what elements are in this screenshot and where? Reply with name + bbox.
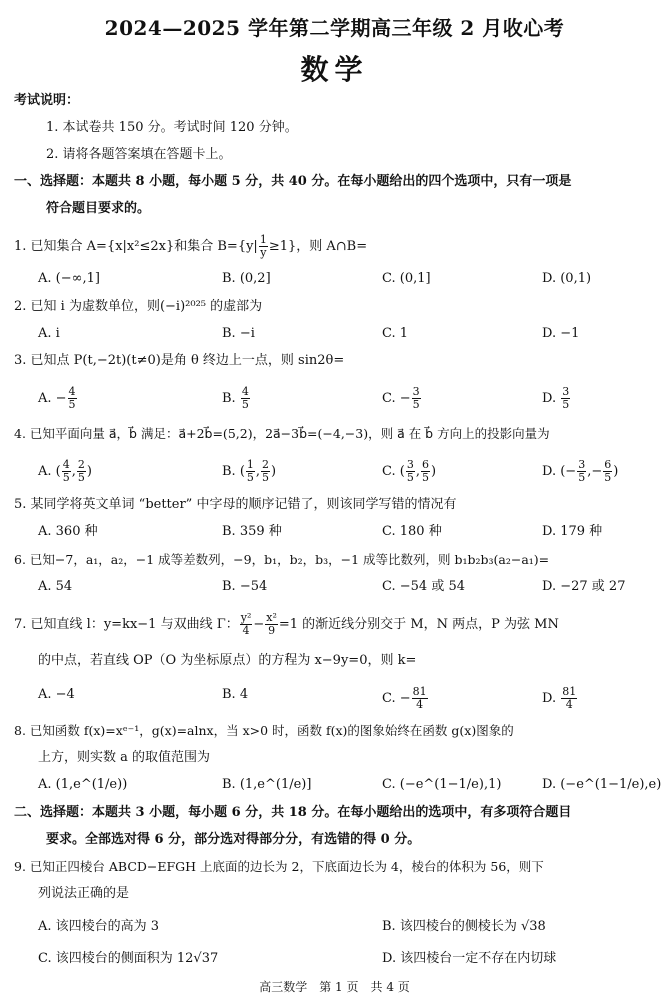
question-5-stem: 5. 某同学将英文单词 “better” 中字母的顺序记错了，则该同学写错的情况有 [14,497,457,512]
q4-option-b: B. ( $\frac{1}{5}$ , $\frac{2}{5}$ ) [222,458,277,484]
fraction: $\frac{2}{5}$ [262,458,270,484]
instruction-item: 2. 请将各题答案填在答题卡上。 [46,147,232,162]
fraction: $\frac{3}{5}$ [578,458,586,484]
q7-option-b: B. 4 [222,687,249,702]
question-2-stem: 2. 已知 i 为虚数单位，则(−i)²⁰²⁵ 的虚部为 [14,299,263,314]
fraction: $\frac{6}{5}$ [604,458,612,484]
fraction: $\frac{3}{5}$ [562,385,570,411]
q6-option-b: B. −54 [222,579,268,594]
q6-option-d: D. −27 或 27 [542,579,626,594]
question-3-stem: 3. 已知点 P(t,−2t)(t≠0)是角 θ 终边上一点，则 sin2θ= [14,353,345,368]
q5-option-c: C. 180 种 [382,524,442,539]
q7-option-c: C. − $\frac{81}{4}$ [382,685,427,711]
q9-option-a: A. 该四棱台的高为 3 [38,919,160,934]
fraction: $\frac{4}{5}$ [62,458,70,484]
q3-option-d: D. $\frac{3}{5}$ [542,385,570,411]
q4-option-c: C. ( $\frac{3}{5}$ , $\frac{6}{5}$ ) [382,458,437,484]
q9-option-c: C. 该四棱台的侧面积为 12√37 [38,951,219,966]
q9-option-d: D. 该四棱台一定不存在内切球 [382,951,557,966]
q5-option-b: B. 359 种 [222,524,282,539]
subject-title: 数学 [300,53,369,86]
fraction: $\frac{\text{y²}}{4}$ [240,611,252,637]
instruction-item: 1. 本试卷共 150 分。考试时间 120 分钟。 [46,120,298,135]
fraction: $\frac{4}{5}$ [241,385,249,411]
fraction: $\frac{6}{5}$ [421,458,429,484]
q6-option-a: A. 54 [38,579,73,594]
q4-option-a: A. ( $\frac{4}{5}$ , $\frac{2}{5}$ ) [38,458,92,484]
q7-option-d: D. $\frac{81}{4}$ [542,685,577,711]
q8-option-d: D. (−e^(1−1/e),e) [542,777,662,792]
section1-heading-cont: 符合题目要求的。 [46,201,151,216]
fraction: $\frac{81}{4}$ [412,685,427,711]
fraction: $\frac{1}{y}$ [259,233,267,259]
fraction: $\frac{81}{4}$ [562,685,577,711]
q4-option-d: D. (− $\frac{3}{5}$ ,− $\frac{6}{5}$ ) [542,458,619,484]
q2-option-d: D. −1 [542,326,580,341]
fraction: $\frac{3}{5}$ [406,458,414,484]
q5-option-d: D. 179 种 [542,524,603,539]
q1-option-a: A. (−∞,1] [38,271,100,286]
question-7-stem: 7. 已知直线 l：y=kx−1 与双曲线 Γ： $\frac{\text{y²}}{4}$ − $\frac{\text{x²}}{9}$ =1 的渐近线分别交于 M，N 两点，P 为弦 MN [14,611,559,637]
question-8-stem-cont: 上方，则实数 a 的取值范围为 [38,750,211,765]
q2-option-a: A. i [38,326,60,341]
q3-option-c: C. − $\frac{3}{5}$ [382,385,420,411]
section2-heading-cont: 要求。全部选对得 6 分，部分选对得部分分，有选错的得 0 分。 [46,832,421,847]
q7-stem-part: =1 的渐近线分别交于 M，N 两点，P 为弦 MN [278,617,559,632]
question-6-stem: 6. 已知−7，a₁，a₂，−1 成等差数列，−9，b₁，b₂，b₃，−1 成等比数列，则 b₁b₂b₃(a₂−a₁)= [14,552,550,567]
q8-option-a: A. (1,e^(1/e)) [38,777,128,792]
q6-option-c: C. −54 或 54 [382,579,465,594]
question-8-stem: 8. 已知函数 f(x)=xᵉ⁻¹，g(x)=alnx，当 x>0 时，函数 f(x)的图象始终在函数 g(x)图象的 [14,723,514,738]
question-7-stem-cont: 的中点，若直线 OP（O 为坐标原点）的方程为 x−9y=0，则 k= [38,653,417,668]
fraction: $\frac{2}{5}$ [77,458,85,484]
q5-option-a: A. 360 种 [38,524,98,539]
question-9-stem: 9. 已知正四棱台 ABCD−EFGH 上底面的边长为 2，下底面边长为 4，棱台的体积为 56，则下 [14,859,544,874]
q1-option-b: B. (0,2] [222,271,271,286]
q3-option-a: A. − $\frac{4}{5}$ [38,385,76,411]
fraction: $\frac{\text{x²}}{9}$ [266,611,277,637]
q1-option-d: D. (0,1) [542,271,592,286]
q9-option-b: B. 该四棱台的侧棱长为 √38 [382,919,546,934]
q1-stem-part: 1. 已知集合 A={x|x²≤2x}和集合 B={y| [14,239,258,254]
page-footer: 高三数学 第 1 页 共 4 页 [259,980,410,994]
question-9-stem-cont: 列说法正确的是 [38,886,130,901]
q1-stem-part: ≥1}，则 A∩B= [268,239,368,254]
q2-option-b: B. −i [222,326,255,341]
q3-option-b: B. $\frac{4}{5}$ [222,385,249,411]
exam-title: 2024—2025 学年第二学期高三年级 2 月收心考 [104,16,565,40]
question-4-stem: 4. 已知平面向量 a⃗，b⃗ 满足：a⃗+2b⃗=(5,2)，2a⃗−3b⃗=(−4,−3)，则 a⃗ 在 b⃗ 方向上的投影向量为 [14,426,550,441]
fraction: $\frac{4}{5}$ [68,385,76,411]
q7-stem-part: 7. 已知直线 l：y=kx−1 与双曲线 Γ： [14,617,239,632]
q8-option-c: C. (−e^(1−1/e),1) [382,777,502,792]
q8-option-b: B. (1,e^(1/e)] [222,777,312,792]
section2-heading: 二、选择题：本题共 3 小题，每小题 6 分，共 18 分。在每小题给出的选项中，有多项符合题目 [14,805,572,820]
instructions-heading: 考试说明： [14,93,80,108]
q7-option-a: A. −4 [38,687,75,702]
question-1-stem [14,234,367,259]
q2-option-c: C. 1 [382,326,409,341]
fraction: $\frac{1}{5}$ [246,458,254,484]
section1-heading: 一、选择题：本题共 8 小题，每小题 5 分，共 40 分。在每小题给出的四个选项中，只有一项是 [14,174,572,189]
q1-option-c: C. (0,1] [382,271,431,286]
fraction: $\frac{3}{5}$ [412,385,420,411]
